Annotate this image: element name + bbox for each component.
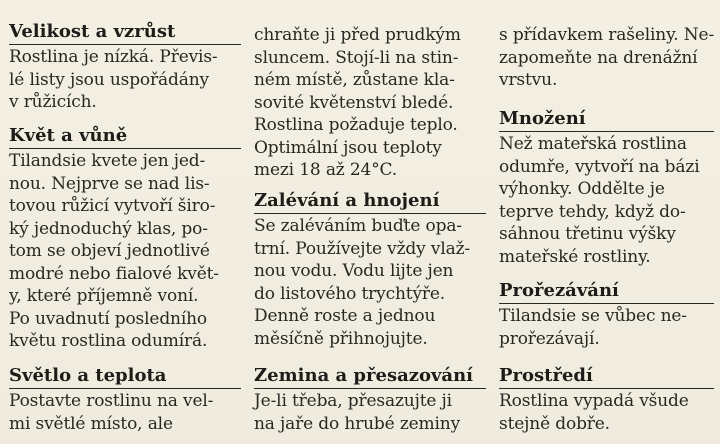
heading-rule bbox=[254, 213, 486, 214]
text-line: sovité květenství bledé. bbox=[254, 92, 454, 113]
text-line: Rostlina je nízká. Převis- bbox=[9, 47, 218, 67]
text-line: lé listy jsou uspořádány bbox=[9, 69, 209, 90]
heading-rule bbox=[499, 388, 714, 389]
section-light-temperature bbox=[9, 365, 241, 435]
text-line: Denně roste a jednou bbox=[254, 306, 436, 326]
section-flower-scent bbox=[9, 125, 241, 353]
text-line: ký jednoduchý klas, po- bbox=[9, 218, 208, 239]
text-line: měsíčně přihnojujte. bbox=[254, 328, 428, 349]
text-line: tovou růžicí vytvoří širo- bbox=[9, 196, 216, 216]
section-body bbox=[254, 24, 486, 182]
text-line: trní. Používejte vždy vlaž- bbox=[254, 238, 470, 259]
text-line: výhonky. Oddělte je bbox=[499, 179, 665, 199]
text-line: do listového trychtýře. bbox=[254, 283, 446, 304]
section-continued-soil bbox=[499, 23, 714, 92]
text-line: prořezávají. bbox=[499, 328, 600, 349]
text-line: Po uvadnutí posledního bbox=[9, 308, 208, 329]
section-size-growth bbox=[9, 21, 241, 114]
section-heading: Prostředí bbox=[499, 365, 593, 386]
text-line: mateřské rostliny. bbox=[499, 246, 651, 267]
section-heading: Zalévání a hnojení bbox=[254, 190, 440, 211]
text-line: teprve tehdy, když do- bbox=[499, 201, 686, 222]
section-watering-fertilizing bbox=[254, 190, 486, 350]
heading-rule bbox=[9, 44, 241, 45]
text-line: nou vodu. Vodu lijte jen bbox=[254, 261, 454, 281]
text-line: Rostlina požaduje teplo. bbox=[254, 115, 458, 135]
section-body bbox=[254, 215, 486, 350]
heading-rule bbox=[9, 148, 241, 149]
heading-rule bbox=[499, 131, 714, 132]
text-line: Než mateřská rostlina bbox=[499, 134, 687, 154]
text-line: Je-li třeba, přesazujte ji bbox=[254, 391, 452, 411]
section-heading: Velikost a vzrůst bbox=[9, 21, 176, 42]
section-body bbox=[9, 390, 241, 435]
text-line: nou. Nejprve se nad lis- bbox=[9, 173, 210, 194]
section-soil-repotting bbox=[254, 365, 486, 435]
heading-rule bbox=[9, 388, 241, 389]
text-line: zapomeňte na drenážní bbox=[499, 47, 698, 68]
section-body bbox=[499, 305, 714, 350]
text-line: tom se objeví jednotlivé bbox=[9, 241, 210, 261]
heading-rule bbox=[254, 388, 486, 389]
section-heading: Množení bbox=[499, 108, 586, 129]
text-line: Rostlina vypadá všude bbox=[499, 391, 689, 411]
text-line: chraňte ji před prudkým bbox=[254, 25, 461, 45]
section-body bbox=[499, 24, 714, 92]
section-body bbox=[254, 390, 486, 435]
text-line: vrstvu. bbox=[499, 70, 558, 90]
text-line: na jaře do hrubé zeminy bbox=[254, 413, 461, 434]
section-pruning bbox=[499, 280, 714, 350]
text-line: mezi 18 až 24°C. bbox=[254, 160, 398, 180]
text-line: s přídavkem rašeliny. Ne- bbox=[499, 25, 715, 45]
section-heading: Světlo a teplota bbox=[9, 365, 167, 386]
section-heading: Zemina a přesazování bbox=[254, 365, 474, 386]
section-heading: Květ a vůně bbox=[9, 125, 128, 146]
text-line: Tilandsie kvete jen jed- bbox=[9, 151, 206, 171]
section-body bbox=[499, 133, 714, 268]
section-body bbox=[9, 150, 241, 353]
section-propagation bbox=[499, 108, 714, 268]
section-heading: Prořezávání bbox=[499, 280, 619, 301]
text-line: odumře, vytvoří na bázi bbox=[499, 156, 700, 177]
text-line: modré nebo fialové květ- bbox=[9, 263, 219, 284]
section-body bbox=[9, 46, 241, 114]
text-line: y, které příjemně voní. bbox=[9, 286, 199, 306]
text-line: Se zaléváním buďte opa- bbox=[254, 216, 462, 236]
text-line: sáhnou třetinu výšky bbox=[499, 224, 676, 244]
text-line: Optimální jsou teploty bbox=[254, 137, 442, 158]
text-line: ném místě, zůstane kla- bbox=[254, 70, 455, 90]
heading-rule bbox=[499, 303, 714, 304]
text-line: Postavte rostlinu na vel- bbox=[9, 391, 214, 411]
section-continued-light bbox=[254, 23, 486, 182]
text-line: v růžicích. bbox=[9, 92, 97, 112]
section-environment bbox=[499, 365, 714, 435]
text-line: mi světlé místo, ale bbox=[9, 413, 173, 434]
text-line: sluncem. Stojí-li na stin- bbox=[254, 47, 459, 68]
text-line: Tilandsie se vůbec ne- bbox=[499, 306, 687, 326]
text-line: stejně dobře. bbox=[499, 413, 610, 434]
section-body bbox=[499, 390, 714, 435]
text-line: květu rostlina odumírá. bbox=[9, 331, 208, 351]
